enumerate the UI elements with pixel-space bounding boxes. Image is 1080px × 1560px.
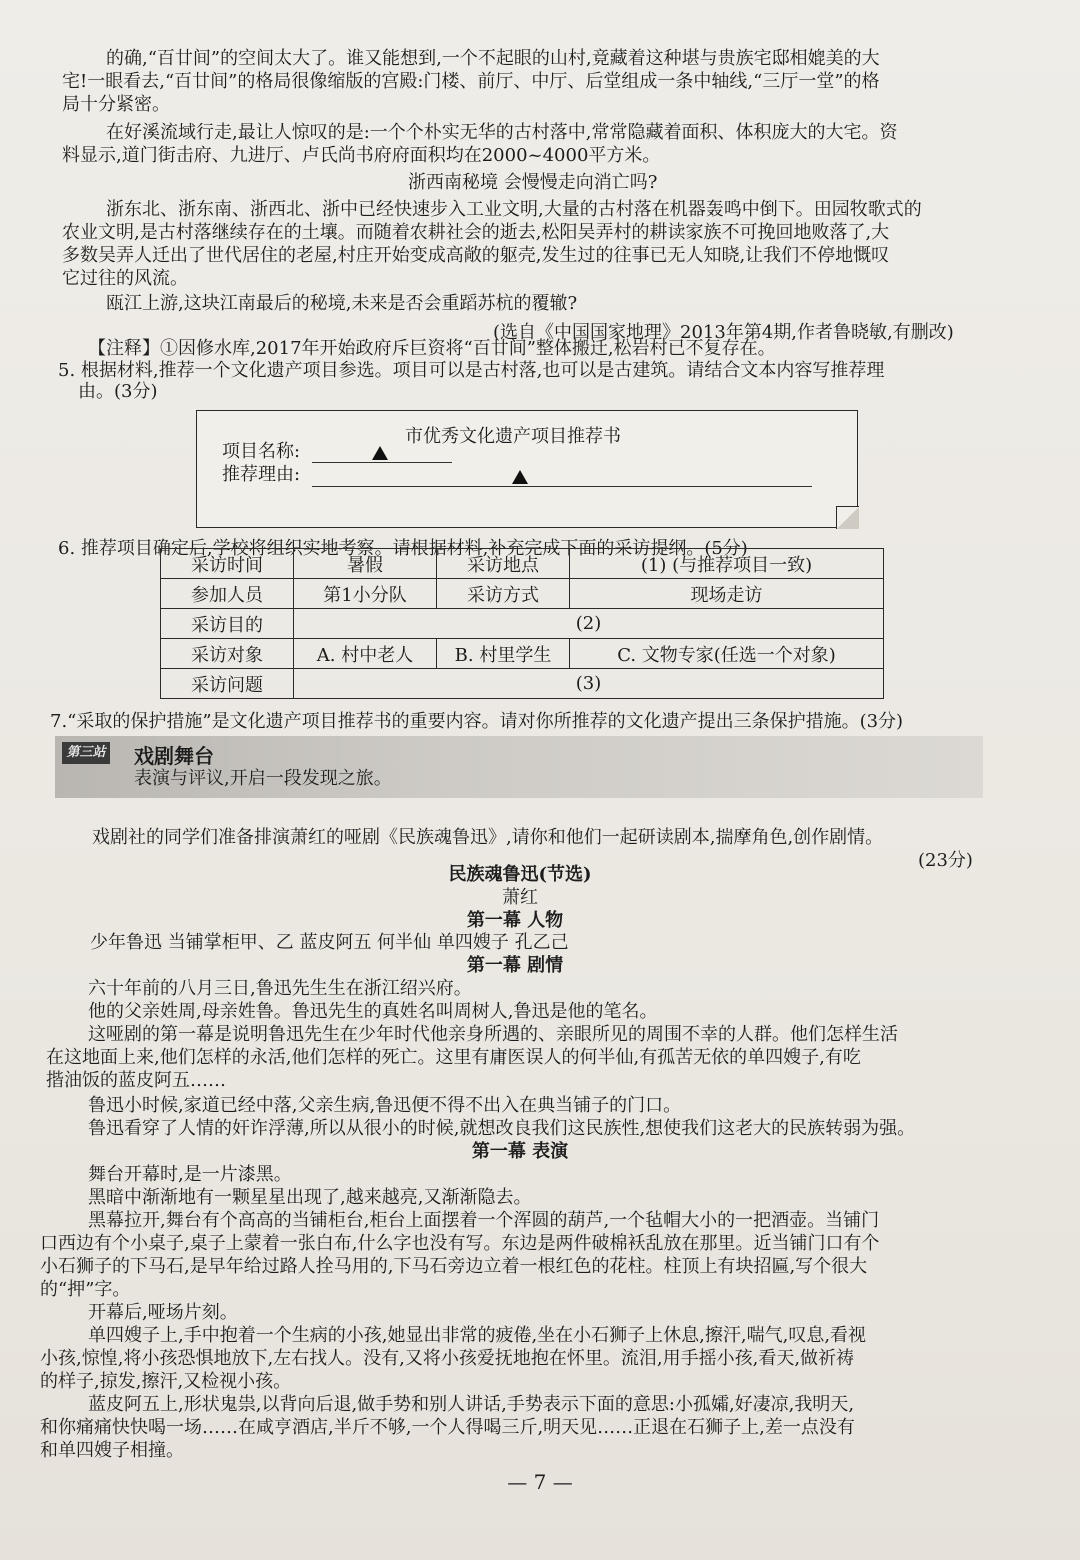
para-line: 它过往的风流。	[62, 268, 188, 289]
play-title: 民族魂鲁迅(节选)	[448, 864, 592, 885]
intro-line: 料显示,道门街击府、九进厅、卢氏尚书府府面积均在2000~4000平方米。	[62, 145, 661, 166]
source-citation: (选自《中国国家地理》2013年第4期,作者鲁晓敏,有删改)	[493, 322, 954, 343]
recommendation-title: 市优秀文化遗产项目推荐书	[405, 426, 621, 447]
table-cell: 暑假	[294, 549, 437, 579]
stage-line: 小孩,惊惶,将小孩恐惧地放下,左右找人。没有,又将小孩爱抚地抱在怀里。流泪,用手摇小孩,看天,做祈祷	[40, 1348, 855, 1369]
recommend-reason-label: 推荐理由:	[222, 464, 301, 485]
intro-line: 宅!一眼看去,“百廿间”的格局很像缩版的宫殿:门楼、前厅、中厅、后堂组成一条中轴线,“三厅一堂”的格	[62, 71, 880, 92]
para-line: 浙东北、浙东南、浙西北、浙中已经快速步入工业文明,大量的古村落在机器轰鸣中倒下。田园牧歌式的	[106, 199, 922, 220]
recommend-reason-field[interactable]	[312, 486, 812, 487]
page-number: — 7 —	[507, 1470, 573, 1494]
table-row	[161, 609, 884, 639]
table-row	[161, 579, 884, 609]
interview-outline-table	[160, 548, 884, 699]
table-cell: 第1小分队	[294, 579, 437, 609]
stage-line: 和单四嫂子相撞。	[40, 1440, 184, 1461]
task-score: (23分)	[918, 850, 973, 871]
project-name-label: 项目名称:	[222, 441, 301, 462]
subheading: 浙西南秘境 会慢慢走向消亡吗?	[408, 172, 658, 193]
para-line: 瓯江上游,这块江南最后的秘境,未来是否会重蹈苏杭的覆辙?	[106, 293, 578, 314]
footnote: 【注释】①因修水库,2017年开始政府斥巨资将“百廿间”整体搬迁,松岩村已不复存在。	[88, 338, 776, 359]
plot-line: 这哑剧的第一幕是说明鲁迅先生在少年时代他亲身所遇的、亲眼所见的周围不幸的人群。他们怎样生活	[88, 1024, 898, 1045]
act-heading: 第一幕 人物	[466, 910, 564, 931]
intro-line: 的确,“百廿间”的空间太大了。谁又能想到,一个不起眼的山村,竟藏着这种堪与贵族宅邸相媲美的大	[106, 48, 880, 69]
section-badge: 第三站	[62, 742, 110, 764]
section-title: 戏剧舞台	[134, 744, 214, 768]
table-cell: C. 文物专家(任选一个对象)	[570, 639, 884, 669]
table-row	[161, 549, 884, 579]
stage-line: 开幕后,哑场片刻。	[88, 1302, 238, 1323]
stage-line: 小石狮子的下马石,是早年给过路人拴马用的,下马石旁边立着一根红色的花柱。柱顶上有块招匾,写个很大	[40, 1256, 868, 1277]
question-5: 5. 根据材料,推荐一个文化遗产项目参选。项目可以是古村落,也可以是古建筑。请结合文本内容写推荐理	[58, 360, 885, 381]
answer-cell-2[interactable]: (2)	[294, 609, 884, 639]
intro-line: 在好溪流域行走,最让人惊叹的是:一个个朴实无华的古村落中,常常隐藏着面积、体积庞大的大宅。资	[106, 122, 898, 143]
intro-line: 局十分紧密。	[62, 94, 170, 115]
project-name-field[interactable]	[312, 462, 452, 463]
act-heading: 第一幕 表演	[471, 1141, 569, 1162]
table-cell: 采访对象	[161, 639, 294, 669]
table-cell: 采访目的	[161, 609, 294, 639]
stage-line: 单四嫂子上,手中抱着一个生病的小孩,她显出非常的疲倦,坐在小石狮子上休息,擦汗,喘气,叹息,看视	[88, 1325, 867, 1346]
answer-cell-1[interactable]: (1) (与推荐项目一致)	[570, 549, 884, 579]
answer-triangle-icon	[512, 470, 528, 484]
table-row	[161, 669, 884, 699]
stage-line: 的“押”字。	[40, 1279, 131, 1300]
answer-cell-3[interactable]: (3)	[294, 669, 884, 699]
table-cell: 采访时间	[161, 549, 294, 579]
table-cell: 采访问题	[161, 669, 294, 699]
table-cell: 采访方式	[437, 579, 570, 609]
table-cell: 参加人员	[161, 579, 294, 609]
cast-list: 少年鲁迅 当铺掌柜甲、乙 蓝皮阿五 何半仙 单四嫂子 孔乙己	[90, 932, 569, 953]
task-instruction: 戏剧社的同学们准备排演萧红的哑剧《民族魂鲁迅》,请你和他们一起研读剧本,揣摩角色,创作剧情。	[92, 827, 884, 848]
question-6: 6. 推荐项目确定后,学校将组织实地考察。请根据材料,补充完成下面的采访提纲。(5分)	[58, 538, 748, 559]
stage-line: 口西边有个小桌子,桌子上蒙着一张白布,什么字也没有写。东边是两件破棉袄乱放在那里。近当铺门口有个	[40, 1233, 880, 1254]
stage-line: 和你痛痛快快喝一场……在咸亨酒店,半斤不够,一个人得喝三斤,明天见……正退在石狮子上,差一点没有	[40, 1417, 855, 1438]
plot-line: 他的父亲姓周,母亲姓鲁。鲁迅先生的真姓名叫周树人,鲁迅是他的笔名。	[88, 1001, 658, 1022]
table-cell: 采访地点	[437, 549, 570, 579]
page-fold-corner	[836, 506, 859, 529]
question-5-score: 由。(3分)	[78, 381, 158, 402]
plot-line: 揩油饭的蓝皮阿五……	[46, 1070, 226, 1091]
stage-line: 黑幕拉开,舞台有个高高的当铺柜台,柜台上面摆着一个浑圆的葫芦,一个毡帽大小的一把酒壶。当铺门	[88, 1210, 880, 1231]
table-cell: A. 村中老人	[294, 639, 437, 669]
stage-line: 的样子,掠发,擦汗,又检视小孩。	[40, 1371, 292, 1392]
table-row	[161, 639, 884, 669]
question-7: 7.“采取的保护措施”是文化遗产项目推荐书的重要内容。请对你所推荐的文化遗产提出三条保护措施。(3分)	[50, 711, 904, 732]
plot-line: 在这地面上来,他们怎样的永活,他们怎样的死亡。这里有庸医误人的何半仙,有孤苦无依的单四嫂子,有吃	[46, 1047, 861, 1068]
play-author: 萧红	[502, 887, 538, 908]
plot-line: 鲁迅看穿了人情的奸诈浮薄,所以从很小的时候,就想改良我们这民族性,想使我们这老大的民族转弱为强。	[88, 1118, 916, 1139]
para-line: 多数吴弄人迁出了世代居住的老屋,村庄开始变成高敞的躯壳,发生过的往事已无人知晓,让我们不停地慨叹	[62, 245, 890, 266]
section-subtitle: 表演与评议,开启一段发现之旅。	[134, 768, 392, 789]
stage-line: 黑暗中渐渐地有一颗星星出现了,越来越亮,又渐渐隐去。	[88, 1187, 532, 1208]
table-cell: B. 村里学生	[437, 639, 570, 669]
para-line: 农业文明,是古村落继续存在的土壤。而随着农耕社会的逝去,松阳吴弄村的耕读家族不可挽回地败落了,大	[62, 222, 890, 243]
plot-line: 鲁迅小时候,家道已经中落,父亲生病,鲁迅便不得不出入在典当铺子的门口。	[88, 1095, 682, 1116]
act-heading: 第一幕 剧情	[466, 955, 564, 976]
plot-line: 六十年前的八月三日,鲁迅先生生在浙江绍兴府。	[88, 978, 472, 999]
stage-line: 舞台开幕时,是一片漆黑。	[88, 1164, 292, 1185]
answer-triangle-icon	[372, 446, 388, 460]
table-cell: 现场走访	[570, 579, 884, 609]
stage-line: 蓝皮阿五上,形状鬼祟,以背向后退,做手势和别人讲话,手势表示下面的意思:小孤孀,好凄凉,我明天,	[88, 1394, 855, 1415]
